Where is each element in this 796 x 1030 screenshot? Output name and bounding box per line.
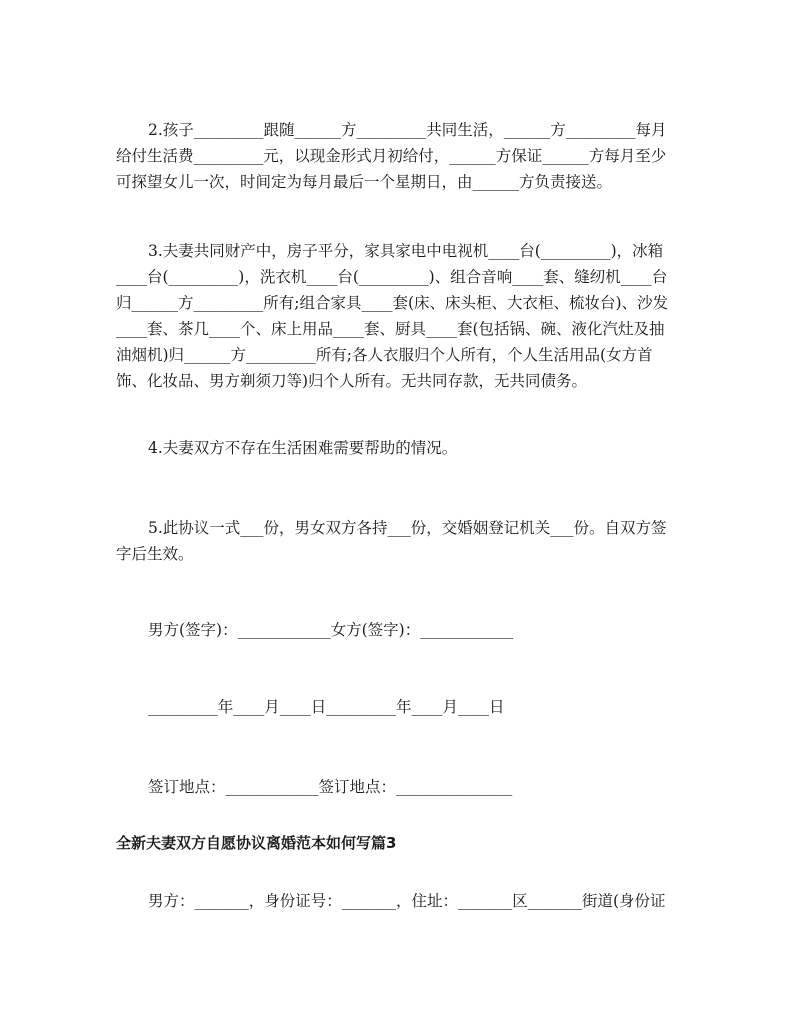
date-line: [116, 694, 676, 720]
section-heading: 全新夫妻双方自愿协议离婚范本如何写篇3: [116, 834, 397, 852]
text-line: 给付生活费_________元，以现金形式月初给付，______方保证______方每月至少: [116, 147, 667, 165]
text-line: 归______方_________所有;组合家具____套(床、床头柜、大衣柜、梳妆台)、沙发: [116, 294, 669, 312]
text-line: 4.夫妻双方不存在生活困难需要帮助的情况。: [148, 439, 458, 457]
signing-place-line: [116, 774, 676, 800]
signature-line: [116, 617, 676, 643]
text-line: 签订地点：____________签订地点：_______________: [148, 778, 513, 796]
paragraph-item-2: [116, 117, 676, 195]
party-info-line: [116, 888, 676, 914]
text-line: 2.孩子_________跟随______方_________共同生活，______方_________每月: [148, 121, 667, 139]
paragraph-item-3: [116, 238, 676, 394]
text-line: ____台(_________)，洗衣机____台(_________)、组合音响____套、缝纫机____台: [116, 268, 668, 286]
paragraph-item-5: [116, 515, 676, 567]
text-line: 可探望女儿一次，时间定为每月最后一个星期日，由______方负责接送。: [116, 173, 613, 191]
text-line: 油烟机)归______方_________所有;各人衣服归个人所有，个人生活用品(女方首: [116, 346, 653, 364]
text-line: 字后生效。: [116, 545, 194, 563]
text-line: ____套、茶几____个、床上用品____套、厨具____套(包括锅、碗、液化汽灶及抽: [116, 320, 665, 338]
text-line: 3.夫妻共同财产中，房子平分，家具家电中电视机____台(_________)，冰箱: [148, 242, 664, 260]
text-line: 男方：_______，身份证号：_______，住址：_______区_______街道(身份证: [148, 892, 666, 910]
text-line: 男方(签字)：____________女方(签字)：____________: [148, 621, 514, 639]
text-line: _________年____月____日_________年____月____日: [148, 698, 505, 716]
paragraph-item-4: [116, 435, 676, 461]
text-line: 5.此协议一式___份，男女双方各持___份，交婚姻登记机关___份。自双方签: [148, 519, 667, 537]
text-line: 饰、化妆品、男方剃须刀等)归个人所有。无共同存款，无共同债务。: [116, 372, 588, 390]
